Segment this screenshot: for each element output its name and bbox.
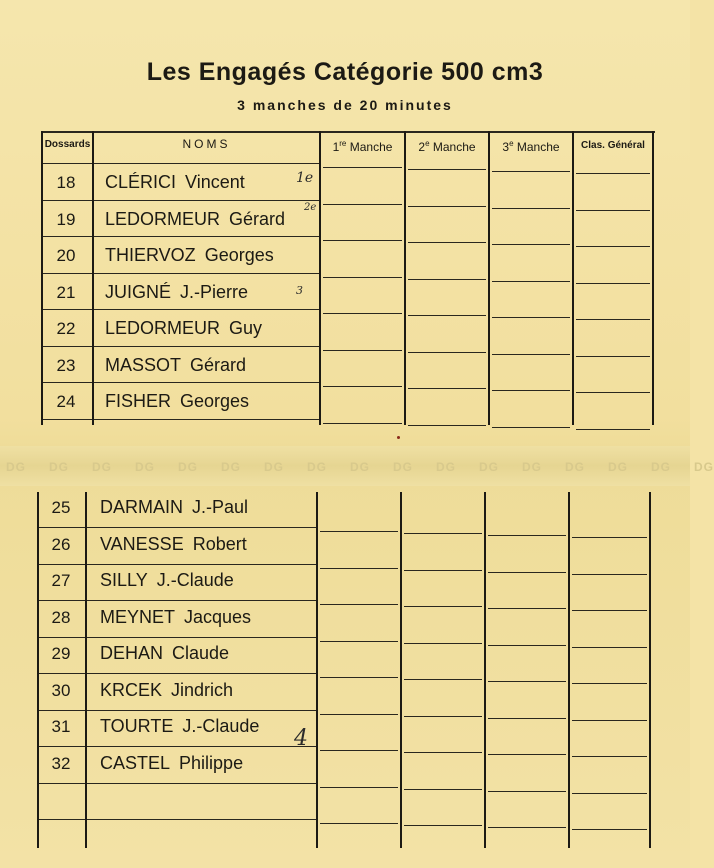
entrant-name: [105, 209, 285, 230]
entrants-table-top: [41, 131, 655, 425]
row-rule: [43, 163, 92, 164]
entrant-name: [105, 355, 246, 376]
header-manche-3: 3e Manche: [502, 139, 560, 154]
row-rule: [572, 537, 647, 538]
dossard-number: 30: [51, 680, 71, 700]
watermark-text: DG: [565, 460, 585, 474]
row-rule: [492, 354, 570, 355]
row-rule: [404, 825, 482, 826]
row-rule: [576, 319, 650, 320]
row-rule: [94, 273, 319, 274]
entrant-first-name: Claude: [172, 643, 230, 663]
row-rule: [320, 750, 398, 751]
entrant-first-name: Guy: [229, 318, 263, 338]
watermark-text: DG: [92, 460, 112, 474]
row-rule: [404, 789, 482, 790]
row-rule: [94, 419, 319, 420]
page-title: Les Engagés Catégorie 500 cm3: [146, 58, 544, 86]
entrants-table-bottom: [37, 492, 655, 848]
row-rule: [320, 787, 398, 788]
watermark-text: DG: [479, 460, 499, 474]
dossard-number: 23: [56, 355, 76, 375]
row-rule: [87, 783, 316, 784]
row-rule: [323, 240, 402, 241]
entrant-first-name: Philippe: [179, 752, 244, 773]
entrant-last-name: FISHER: [105, 391, 172, 411]
watermark-text: DG: [221, 460, 241, 474]
dossard-number: 18: [56, 173, 76, 192]
entrant-first-name: Gérard: [190, 354, 247, 375]
row-rule: [323, 167, 402, 168]
row-rule: [408, 169, 486, 170]
dossard-number: 32: [51, 753, 71, 773]
dossard-number: 20: [56, 246, 76, 265]
entrant-last-name: DARMAIN: [100, 497, 184, 517]
entrant-name: [105, 391, 249, 412]
entrant-first-name: Robert: [192, 533, 247, 554]
column-divider: [404, 131, 406, 425]
entrant-name: [100, 753, 243, 774]
entrant-last-name: TOURTE: [100, 716, 174, 736]
row-rule: [94, 236, 319, 237]
row-rule: [87, 527, 316, 528]
row-rule: [488, 718, 566, 719]
row-rule: [576, 246, 650, 247]
dossard-number: 19: [56, 209, 76, 229]
row-rule: [323, 350, 402, 351]
entrant-name: [100, 607, 251, 628]
handwritten-note: 2e: [304, 202, 317, 213]
row-rule: [404, 570, 482, 571]
row-rule: [43, 346, 92, 347]
column-divider: [92, 131, 94, 425]
dossard-number: 25: [51, 498, 71, 517]
row-rule: [323, 204, 402, 205]
row-rule: [572, 829, 647, 830]
page-fold: [0, 446, 714, 486]
column-divider: [85, 492, 87, 848]
row-rule: [43, 273, 92, 274]
row-rule: [492, 281, 570, 282]
watermark-text: DG: [522, 460, 542, 474]
entrant-first-name: J.-Paul: [192, 497, 249, 517]
row-rule: [320, 531, 398, 532]
row-rule: [320, 568, 398, 569]
row-rule: [320, 641, 398, 642]
row-rule: [87, 710, 316, 711]
row-rule: [87, 637, 316, 638]
entrant-first-name: Gérard: [229, 208, 286, 229]
header-manche-1: 1re Manche: [332, 139, 393, 154]
watermark-text: DG: [694, 460, 714, 474]
entrant-last-name: LEDORMEUR: [105, 318, 221, 338]
watermark-text: DG: [135, 460, 155, 474]
watermark-text: DG: [6, 460, 26, 474]
entrant-name: [100, 570, 234, 591]
header-noms: NOMS: [182, 137, 231, 151]
row-rule: [43, 309, 92, 310]
row-rule: [408, 352, 486, 353]
dossard-number: 21: [56, 282, 76, 302]
row-rule: [404, 716, 482, 717]
entrant-last-name: MASSOT: [105, 354, 182, 375]
row-rule: [323, 386, 402, 387]
row-rule: [576, 429, 650, 430]
dossard-number: 27: [51, 571, 71, 590]
entrant-first-name: Georges: [204, 245, 274, 265]
entrant-last-name: CLÉRICI: [105, 172, 177, 192]
row-rule: [323, 423, 402, 424]
row-rule: [488, 754, 566, 755]
entrant-last-name: VANESSE: [100, 533, 184, 554]
column-divider: [316, 492, 318, 848]
row-rule: [39, 746, 85, 747]
row-rule: [87, 564, 316, 565]
column-divider: [488, 131, 490, 425]
entrant-last-name: CASTEL: [100, 752, 171, 773]
watermark-text: DG: [393, 460, 413, 474]
row-rule: [39, 819, 85, 820]
row-rule: [408, 315, 486, 316]
entrant-first-name: J.-Claude: [182, 716, 260, 736]
column-divider: [572, 131, 574, 425]
entrant-last-name: LEDORMEUR: [105, 208, 221, 229]
column-divider: [484, 492, 486, 848]
row-rule: [94, 309, 319, 310]
column-divider: [400, 492, 402, 848]
watermark-text: DG: [651, 460, 671, 474]
entrant-name: [100, 534, 247, 555]
row-rule: [488, 535, 566, 536]
row-rule: [492, 208, 570, 209]
dossard-number: 22: [56, 319, 76, 338]
row-rule: [488, 681, 566, 682]
column-divider: [652, 131, 654, 425]
entrant-last-name: SILLY: [100, 570, 148, 590]
table-border-top: [41, 131, 655, 133]
row-rule: [492, 427, 570, 428]
row-rule: [576, 392, 650, 393]
row-rule: [87, 600, 316, 601]
row-rule: [323, 277, 402, 278]
row-rule: [404, 679, 482, 680]
column-divider: [319, 131, 321, 425]
row-rule: [43, 200, 92, 201]
row-rule: [39, 710, 85, 711]
row-rule: [43, 419, 92, 420]
row-rule: [320, 714, 398, 715]
row-rule: [408, 388, 486, 389]
row-rule: [492, 244, 570, 245]
row-rule: [488, 572, 566, 573]
row-rule: [576, 173, 650, 174]
row-rule: [94, 382, 319, 383]
row-rule: [320, 677, 398, 678]
header-classement: Clas. Général: [581, 140, 645, 151]
watermark-text: DG: [264, 460, 284, 474]
row-rule: [39, 600, 85, 601]
row-rule: [492, 390, 570, 391]
row-rule: [408, 279, 486, 280]
handwritten-note: 1e: [296, 170, 314, 186]
row-rule: [408, 242, 486, 243]
row-rule: [323, 313, 402, 314]
row-rule: [404, 533, 482, 534]
dossard-number: 29: [51, 644, 71, 663]
row-rule: [39, 673, 85, 674]
entrant-last-name: MEYNET: [100, 606, 176, 627]
dossard-number: 24: [56, 392, 76, 411]
dossard-number: 31: [51, 717, 71, 736]
entrant-last-name: KRCEK: [100, 679, 163, 700]
handwritten-note: 4: [294, 726, 308, 751]
row-rule: [404, 752, 482, 753]
row-rule: [94, 200, 319, 201]
entrant-name: [100, 497, 248, 518]
row-rule: [408, 206, 486, 207]
column-divider: [649, 492, 651, 848]
row-rule: [572, 647, 647, 648]
handwritten-note: 3: [296, 284, 303, 297]
row-rule: [572, 720, 647, 721]
row-rule: [87, 819, 316, 820]
row-rule: [39, 527, 85, 528]
row-rule: [488, 608, 566, 609]
row-rule: [39, 637, 85, 638]
row-rule: [488, 791, 566, 792]
watermark-text: DG: [608, 460, 628, 474]
row-rule: [404, 606, 482, 607]
entrant-first-name: J.-Pierre: [180, 281, 249, 302]
row-rule: [404, 643, 482, 644]
row-rule: [492, 171, 570, 172]
row-rule: [94, 346, 319, 347]
row-rule: [492, 317, 570, 318]
entrant-first-name: Vincent: [185, 172, 245, 192]
entrant-last-name: THIERVOZ: [105, 245, 196, 265]
row-rule: [488, 827, 566, 828]
row-rule: [87, 673, 316, 674]
row-rule: [488, 645, 566, 646]
entrant-name: [105, 282, 248, 303]
column-divider: [568, 492, 570, 848]
row-rule: [320, 823, 398, 824]
watermark-text: DG: [49, 460, 69, 474]
entrant-first-name: Jindrich: [171, 679, 234, 700]
header-manche-2: 2e Manche: [418, 139, 476, 154]
entrant-last-name: JUIGNÉ: [105, 281, 172, 302]
ink-mark: [397, 436, 400, 439]
row-rule: [572, 756, 647, 757]
header-dossards: Dossards: [44, 139, 91, 150]
row-rule: [94, 163, 319, 164]
dossard-number: 28: [51, 607, 71, 627]
entrant-first-name: J.-Claude: [156, 570, 234, 590]
row-rule: [87, 746, 316, 747]
entrant-name: [105, 318, 262, 339]
watermark-text: DG: [178, 460, 198, 474]
watermark-text: DG: [436, 460, 456, 474]
entrant-name: [100, 716, 259, 737]
watermark-text: DG: [307, 460, 327, 474]
row-rule: [408, 425, 486, 426]
row-rule: [43, 236, 92, 237]
row-rule: [576, 283, 650, 284]
watermark-text: DG: [350, 460, 370, 474]
entrant-first-name: Georges: [180, 391, 250, 411]
entrant-name: [105, 172, 245, 193]
row-rule: [572, 683, 647, 684]
row-rule: [576, 356, 650, 357]
row-rule: [39, 564, 85, 565]
row-rule: [572, 793, 647, 794]
row-rule: [39, 783, 85, 784]
entrant-name: [105, 245, 274, 266]
row-rule: [572, 574, 647, 575]
entrant-first-name: Jacques: [184, 606, 252, 627]
entrant-name: [100, 643, 229, 664]
entrant-last-name: DEHAN: [100, 643, 164, 663]
row-rule: [320, 604, 398, 605]
dossard-number: 26: [51, 534, 71, 554]
row-rule: [43, 382, 92, 383]
row-rule: [572, 610, 647, 611]
row-rule: [576, 210, 650, 211]
page-subtitle: 3 manches de 20 minutes: [237, 97, 453, 113]
entrant-name: [100, 680, 233, 701]
